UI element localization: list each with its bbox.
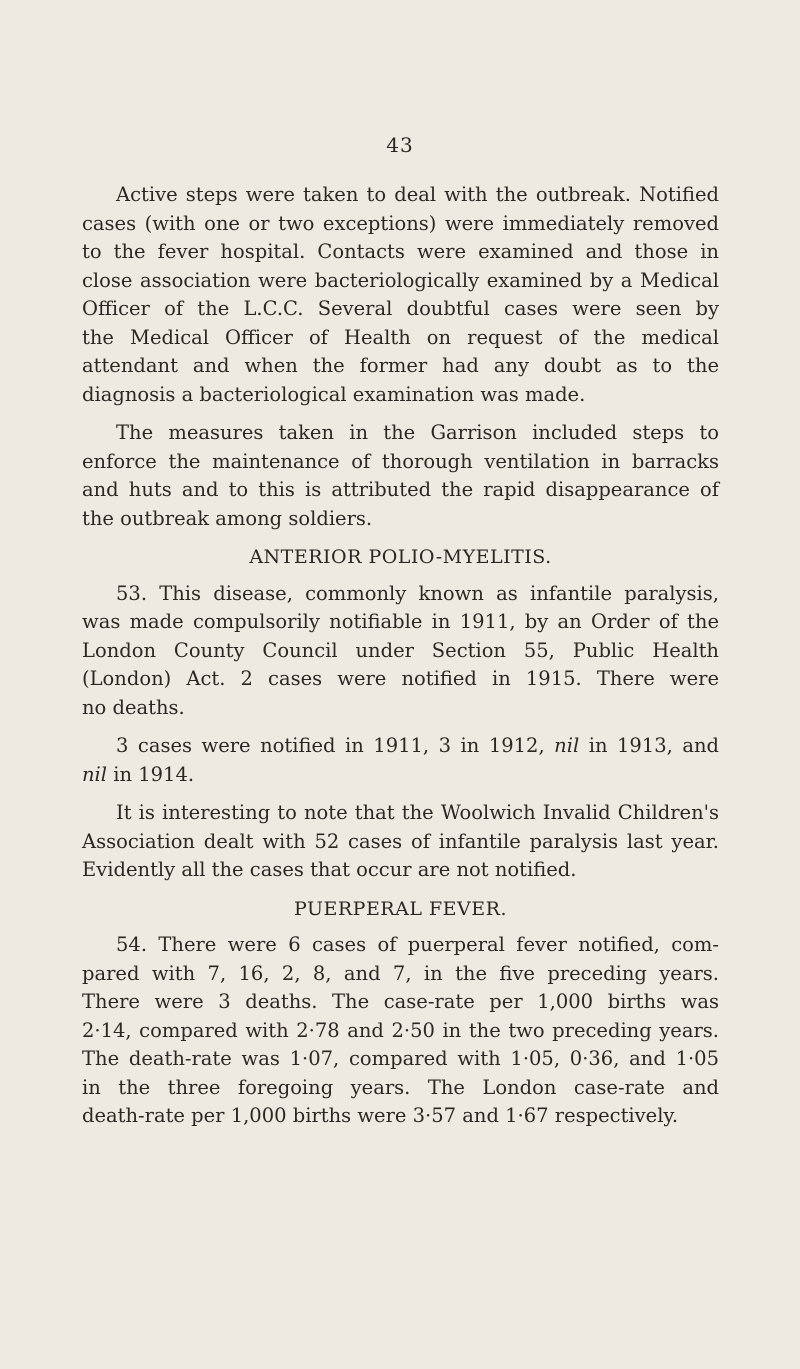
text-line: death-rate per 1,000 births were 3·57 and 1·67 respectively. bbox=[82, 1104, 679, 1127]
paragraph-garrison-measures bbox=[82, 419, 719, 533]
paragraph-puerperal-cases bbox=[82, 931, 719, 1131]
text-fragment: in 1913, and bbox=[588, 734, 719, 757]
text-line: Evidently all the cases that occur are not notified. bbox=[82, 858, 577, 881]
section-heading-puerperal: PUERPERAL FEVER. bbox=[294, 897, 507, 920]
text-fragment: 3 cases were notified in 1911, 3 in 1912, bbox=[116, 734, 545, 757]
text-line: was made compulsorily notifiable in 1911, by an Order of the bbox=[82, 610, 719, 633]
text-line: attendant and when the former had any doubt as to the bbox=[82, 354, 719, 377]
paragraph-polio-notifiable bbox=[82, 580, 719, 723]
text-line: London County Council under Section 55, Public Health bbox=[82, 638, 719, 662]
text-line: pared with 7, 16, 2, 8, and 7, in the five preceding years. bbox=[82, 961, 719, 985]
text-line: Active steps were taken to deal with the outbreak. Notified bbox=[116, 183, 719, 206]
text-line: The measures taken in the Garrison included steps to bbox=[116, 421, 719, 444]
text-line: 53. This disease, commonly known as infantile paralysis, bbox=[116, 581, 719, 605]
text-line: in the three foregoing years. The London case-rate and bbox=[82, 1075, 719, 1099]
body-text bbox=[82, 181, 719, 1141]
text-line: There were 3 deaths. The case-rate per 1,000 births was bbox=[82, 990, 719, 1013]
text-line: cases (with one or two exceptions) were immediately removed bbox=[82, 211, 719, 235]
text-line: 54. There were 6 cases of puerperal fever notified, com- bbox=[116, 933, 719, 956]
text-line: no deaths. bbox=[82, 695, 185, 719]
paragraph-woolwich-association bbox=[82, 799, 719, 885]
page-number: 43 bbox=[386, 133, 414, 157]
text-line bbox=[82, 732, 719, 761]
text-line: the outbreak among soldiers. bbox=[82, 506, 373, 530]
paragraph-outbreak-steps bbox=[82, 181, 719, 409]
text-line: close association were bacteriologically examined by a Medical bbox=[82, 268, 719, 292]
text-line: Association dealt with 52 cases of infantile paralysis last year. bbox=[82, 829, 719, 853]
text-line: 2·14, compared with 2·78 and 2·50 in the two preceding years. bbox=[82, 1018, 719, 1042]
text-line: Officer of the L.C.C. Several doubtful cases were seen by bbox=[82, 297, 719, 320]
text-line: The death-rate was 1·07, compared with 1·05, 0·36, and 1·05 bbox=[82, 1047, 719, 1070]
text-line: enforce the maintenance of thorough ventilation in barracks bbox=[82, 449, 719, 473]
text-line bbox=[82, 761, 719, 790]
text-fragment: in 1914. bbox=[113, 762, 195, 786]
text-line: the Medical Officer of Health on request of the medical bbox=[82, 325, 719, 349]
paragraph-polio-history bbox=[82, 732, 719, 789]
italic-nil: nil bbox=[82, 762, 108, 786]
text-line: and huts and to this is attributed the rapid disappearance of bbox=[82, 478, 719, 501]
text-line: It is interesting to note that the Woolwich Invalid Children's bbox=[116, 801, 719, 824]
text-line: to the fever hospital. Contacts were examined and those in bbox=[82, 240, 719, 263]
text-line: (London) Act. 2 cases were notified in 1915. There were bbox=[82, 667, 719, 690]
text-line: diagnosis a bacteriological examination was made. bbox=[82, 382, 586, 406]
italic-nil: nil bbox=[554, 734, 580, 757]
section-heading-polio: ANTERIOR POLIO-MYELITIS. bbox=[249, 546, 552, 568]
